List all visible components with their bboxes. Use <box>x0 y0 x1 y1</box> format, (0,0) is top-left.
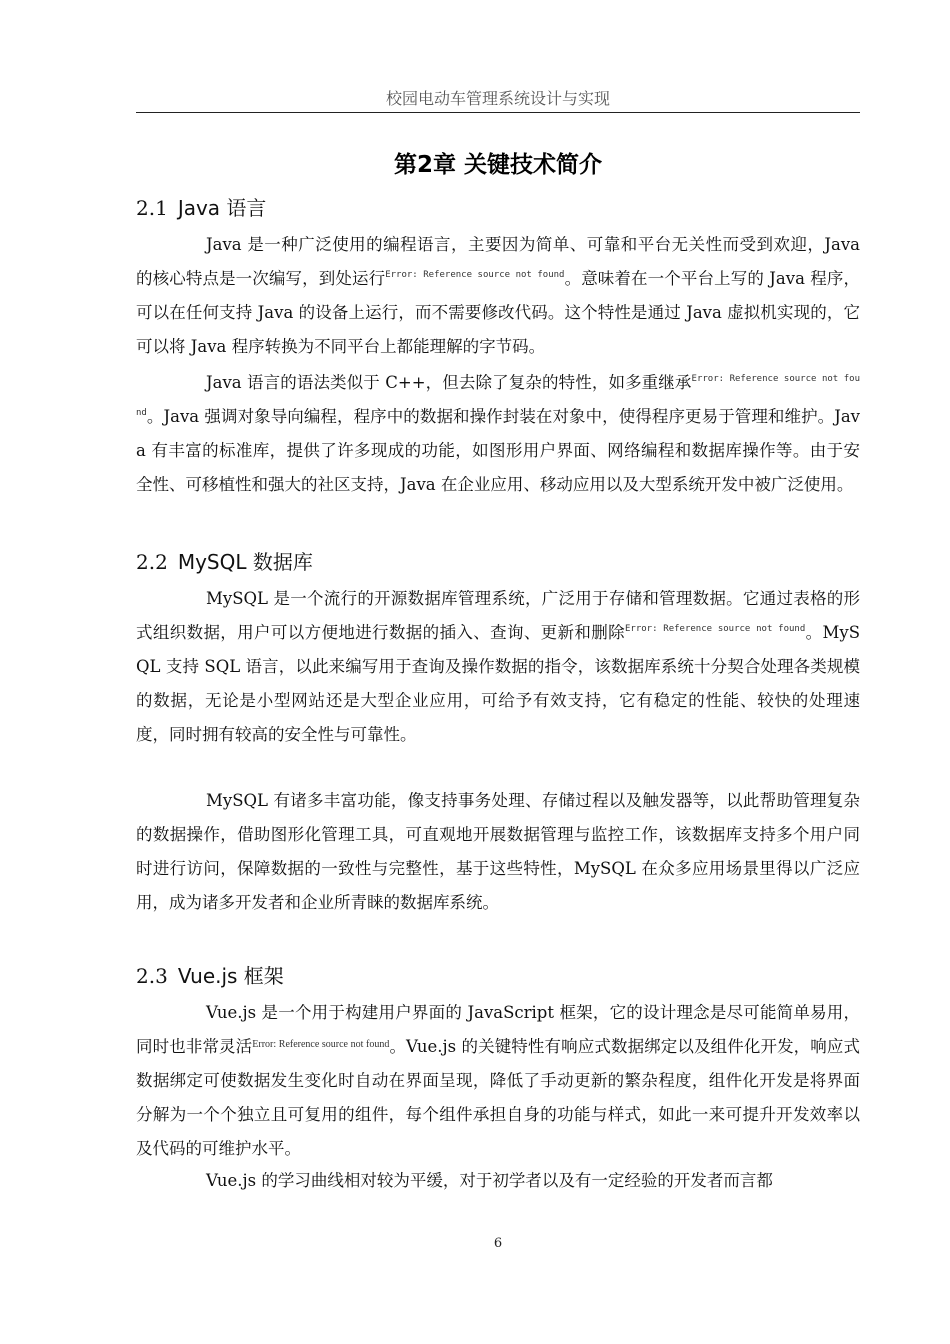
paragraph-text: MySQL 是一个流行的开源数据库管理系统，广泛用于存储和管理数据。它通过表格的形式组织数据，用户可以方便地进行数据的插入、查询、更新和删除 <box>136 589 860 642</box>
reference-error: Error: Reference source not found <box>625 624 806 634</box>
paragraph <box>136 366 860 502</box>
section-number: 2.1 <box>136 196 168 220</box>
reference-error: Error: Reference source not found <box>136 374 860 418</box>
paragraph-text: 。MySQL 支持 SQL 语言，以此来编写用于查询及操作数据的指令，该数据库系统十分契合处理各类规模的数据，无论是小型网站还是大型企业应用，可给予有效支持，它有稳定的性能、较快的处理速度，同时拥有较高的安全性与可靠性。 <box>136 623 861 744</box>
paragraph <box>136 582 860 752</box>
reference-error: Error: Reference source not found <box>252 1039 390 1050</box>
reference-error: Error: Reference source not found <box>385 270 565 280</box>
section-number: 2.2 <box>136 550 168 574</box>
section-heading-2-3 <box>136 960 284 989</box>
paragraph-text: MySQL 有诸多丰富功能，像支持事务处理、存储过程以及触发器等，以此帮助管理复杂的数据操作，借助图形化管理工具，可直观地开展数据管理与监控工作，该数据库支持多个用户同时进行访问，保障数据的一致性与完整性，基于这些特性，MySQL 在众多应用场景里得以广泛应用，成为诸多开发者和企业所青睐的数据库系统。 <box>136 791 860 912</box>
header-rule <box>136 112 860 113</box>
section-title: Java 语言 <box>177 196 267 220</box>
running-header: 校园电动车管理系统设计与实现 <box>385 89 610 108</box>
paragraph-text: Vue.js 是一个用于构建用户界面的 JavaScript 框架，它的设计理念是尽可能简单易用，同时也非常灵活 <box>136 1003 860 1056</box>
paragraph-text: Vue.js 的学习曲线相对较为平缓，对于初学者以及有一定经验的开发者而言都 <box>206 1171 773 1190</box>
section-title: MySQL 数据库 <box>177 550 313 574</box>
section-number: 2.3 <box>136 964 168 988</box>
paragraph <box>136 784 860 920</box>
paragraph <box>136 228 860 364</box>
paragraph-text: 。意味着在一个平台上写的 Java 程序，可以在任何支持 Java 的设备上运行，而不需要修改代码。这个特性是通过 Java 虚拟机实现的，它可以将 Java 程序转换为不同平台上都能理解的字节码。 <box>136 269 860 356</box>
paragraph-text: Java 是一种广泛使用的编程语言，主要因为简单、可靠和平台无关性而受到欢迎，Java 的核心特点是一次编写，到处运行 <box>136 235 860 288</box>
paragraph-text: 。Vue.js 的关键特性有响应式数据绑定以及组件化开发，响应式数据绑定可使数据发生变化时自动在界面呈现，降低了手动更新的繁杂程度，组件化开发是将界面分解为一个个独立且可复用的组件，每个组件承担自身的功能与样式，如此一来可提升开发效率以及代码的可维护水平。 <box>136 1037 861 1158</box>
section-title: Vue.js 框架 <box>177 964 284 988</box>
paragraph <box>136 996 860 1166</box>
paragraph-text: 。Java 强调对象导向编程，程序中的数据和操作封装在对象中，使得程序更易于管理和维护。Java 有丰富的标准库，提供了许多现成的功能，如图形用户界面、网络编程和数据库操作等。由于安全性、可移植性和强大的社区支持，Java 在企业应用、移动应用以及大型系统开发中被广泛使用。 <box>136 407 860 494</box>
page-number: 6 <box>493 1236 503 1251</box>
section-heading-2-1 <box>136 192 266 221</box>
paragraph-text: Java 语言的语法类似于 C++，但去除了复杂的特性，如多重继承 <box>206 373 692 392</box>
paragraph <box>136 1164 860 1198</box>
section-heading-2-2 <box>136 546 313 575</box>
chapter-title: 第2章 关键技术简介 <box>393 152 602 178</box>
